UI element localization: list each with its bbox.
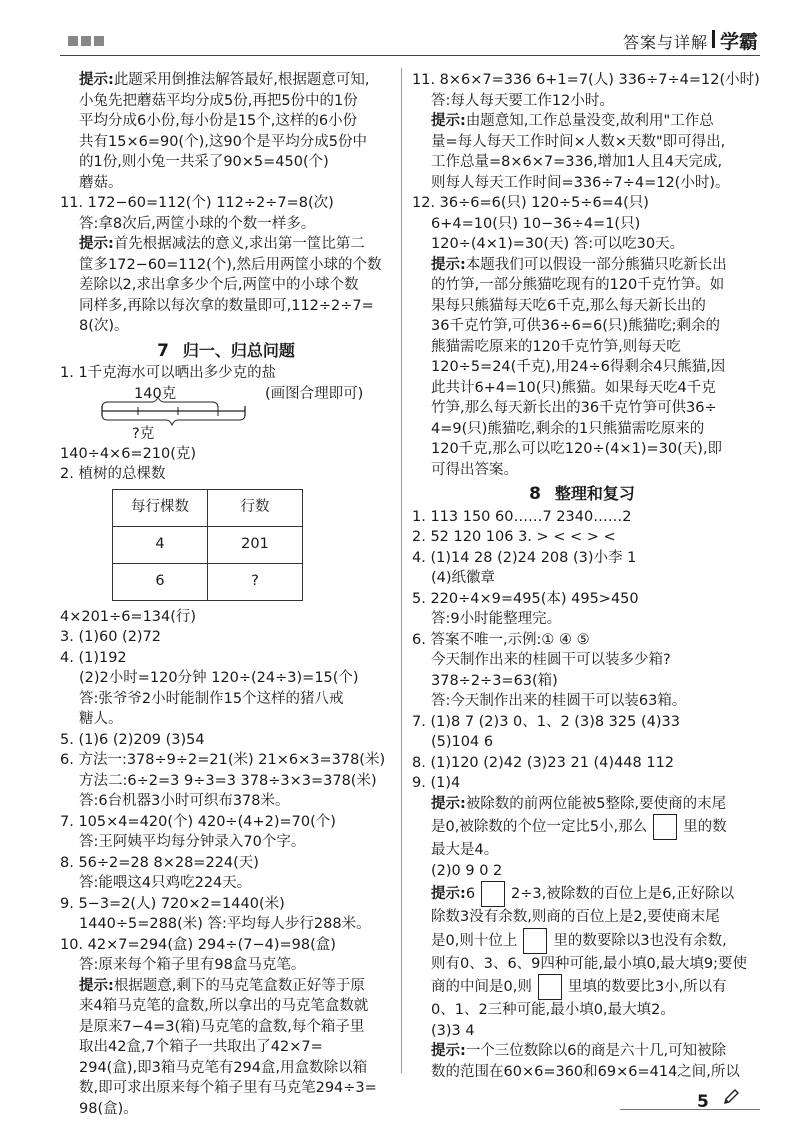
section-name: 整理和复习 bbox=[554, 484, 635, 503]
answer-line: 答:王阿姨平均每分钟录入70个字。 bbox=[79, 834, 306, 850]
header-rule bbox=[60, 55, 760, 56]
section-name: 归一、归总问题 bbox=[182, 340, 295, 360]
answer-line: (2)2小时=120分钟 120÷(24÷3)=15(个) bbox=[79, 670, 359, 686]
answer-line: 4×201÷6=134(行) bbox=[60, 608, 197, 625]
answer-line: 120÷(4×1)=30(天) 答:可以吃30天。 bbox=[431, 236, 685, 252]
review-2: 2. 52 120 106 3. > < < > < bbox=[412, 529, 616, 545]
answer-1: 1. 1千克海水可以晒出多少克的盐 bbox=[60, 365, 277, 381]
answer-line: 答:张爷爷2小时能制作15个这样的猪八戒 bbox=[79, 690, 344, 707]
answer-12: 12. 36÷6=6(只) 120÷5÷6=4(只) bbox=[412, 195, 649, 211]
hint-label: 提示: bbox=[79, 236, 114, 252]
text-line: 果每只熊猫每天吃6千克,那么每天新长出的 bbox=[431, 297, 706, 314]
page-number: 5 bbox=[697, 1092, 709, 1112]
diagram-note: (画图合理即可) bbox=[265, 385, 364, 402]
text-line: 最大是4。 bbox=[431, 842, 499, 858]
blank-box bbox=[538, 974, 562, 1000]
text-line: 0、1、2三种可能,最小填0,最大填2。 bbox=[431, 1002, 675, 1018]
text-line: 共有15×6=90(个),这90个是平均分成5份中 bbox=[79, 133, 368, 150]
text-line: 由题意知,工作总量没变,故利用"工作总 bbox=[465, 113, 714, 129]
hint-label: 提示: bbox=[431, 886, 466, 902]
answer-10: 10. 42×7=294(盒) 294÷(7−4)=98(盒) bbox=[60, 936, 336, 953]
section-number: 8 bbox=[529, 484, 541, 504]
text-line: 2÷3,被除数的百位上是6,正好除以 bbox=[511, 886, 735, 902]
text-line: 小兔先把蘑菇平均分成5份,再把5份中的1份 bbox=[79, 92, 358, 109]
answer-line: 方法二:6÷2=3 9÷3=3 378÷3×3=378(米) bbox=[79, 772, 377, 789]
table-row bbox=[113, 526, 303, 563]
hint-block bbox=[412, 255, 752, 481]
answer-3: 3. (1)60 (2)72 bbox=[60, 629, 162, 645]
answer-6: 6. 方法一:378÷9÷2=21(米) 21×6×3=378(米) bbox=[60, 752, 386, 768]
text-line: 此题采用倒推法解答最好,根据题意可知, bbox=[113, 72, 370, 88]
text-line: 8(次)。 bbox=[79, 318, 129, 334]
section-title-8 bbox=[412, 484, 752, 505]
review-4: 4. (1)14 28 (2)24 208 (3)小李 1 bbox=[412, 549, 637, 566]
hint-label: 提示: bbox=[431, 1043, 466, 1059]
text-line: 36千克竹笋,可供36÷6=6(只)熊猫吃;剩余的 bbox=[431, 318, 720, 334]
text-line: 6 bbox=[465, 886, 476, 902]
header-title: 答案与详解 bbox=[622, 33, 708, 52]
hint-block bbox=[412, 1041, 752, 1082]
hint-label: 提示: bbox=[79, 977, 114, 994]
answer-7: 7. 105×4=420(个) 420÷(4+2)=70(个) bbox=[60, 813, 336, 830]
hint-label: 提示: bbox=[431, 256, 466, 273]
review-1: 1. 113 150 60……7 2340……2 bbox=[412, 508, 632, 525]
hint-label: 提示: bbox=[431, 795, 466, 812]
text-line: 本题我们可以假设一部分熊猫只吃新长出 bbox=[465, 256, 727, 273]
answer-line: 答:原来每个箱子里有98盒马克笔。 bbox=[79, 957, 306, 973]
text-line: 98(盒)。 bbox=[79, 1100, 138, 1117]
text-line: 除数3没有余数,则商的百位上是2,要使商末尾 bbox=[431, 909, 720, 925]
diagram-bottom-label: ?克 bbox=[132, 425, 155, 442]
diagram-top-label: 140克 bbox=[134, 385, 177, 402]
answer-line: (3)3 4 bbox=[431, 1022, 475, 1039]
text-line: 的1份,则小兔一共采了90×5=450(个) bbox=[79, 154, 329, 170]
text-line: 里填的数要比3小,所以有 bbox=[567, 979, 727, 995]
square-icon bbox=[81, 36, 91, 46]
square-icon bbox=[94, 36, 104, 46]
text-line: 平均分成6小份,每小份是15个,这样的6小份 bbox=[79, 113, 358, 129]
answer-line: 答:今天制作出来的桂圆干可以装63箱。 bbox=[431, 693, 687, 709]
text-line: 可得出答案。 bbox=[431, 461, 518, 478]
text-line: 4=9(只)熊猫吃,剩余的1只熊猫需吃原来的 bbox=[431, 420, 705, 437]
top-brace bbox=[102, 397, 218, 408]
text-line: 量=每人每天工作时间×人数×天数"即可得出, bbox=[431, 133, 726, 150]
text-line: 竹笋,那么每天新长出的36千克竹笋可供36÷ bbox=[431, 400, 717, 416]
text-line: 首先根据减法的意义,求出第一筐比第二 bbox=[113, 236, 365, 252]
text-line: 是0,则十位上 bbox=[431, 932, 518, 949]
answer-line: 378÷2÷3=63(箱) bbox=[431, 672, 558, 689]
section-number: 7 bbox=[157, 340, 169, 361]
review-7: 7. (1)8 7 (2)3 0、1、2 (3)8 325 (4)33 bbox=[412, 713, 680, 730]
text-line: 的竹笋,一部分熊猫吃现有的120千克竹笋。如 bbox=[431, 277, 725, 293]
right-column bbox=[412, 70, 760, 1082]
text-line: 工作总量=8×6×7=336,增加1人且4天完成, bbox=[431, 154, 723, 170]
answer-line: 糖人。 bbox=[79, 711, 123, 727]
table-header-row bbox=[113, 489, 303, 526]
blank-box bbox=[653, 814, 677, 840]
answer-4: 4. (1)192 bbox=[60, 649, 127, 666]
table-cell: 6 bbox=[113, 563, 208, 600]
answer-line: 6+4=10(只) 10−36÷4=1(只) bbox=[431, 215, 641, 232]
table-header: 每行棵数 bbox=[113, 489, 208, 526]
answer-2: 2. 植树的总棵数 bbox=[60, 466, 166, 482]
segment-diagram bbox=[60, 384, 260, 440]
hint-label: 提示: bbox=[431, 113, 466, 129]
blank-box bbox=[523, 928, 547, 954]
answer-11: 11. 172−60=112(个) 112÷2÷7=8(次) bbox=[60, 195, 334, 211]
review-9: 9. (1)4 bbox=[412, 775, 461, 791]
review-6: 6. 答案不唯一,示例:① ④ ⑤ bbox=[412, 631, 590, 648]
table-header: 行数 bbox=[208, 489, 303, 526]
table-cell: 4 bbox=[113, 526, 208, 563]
hint-block bbox=[60, 976, 392, 1120]
page-header bbox=[0, 0, 800, 60]
text-line: 里的数 bbox=[683, 819, 727, 835]
answer-line: (5)104 6 bbox=[431, 734, 494, 750]
text-line: 则每人每天工作时间=336÷7÷4=12(小时)。 bbox=[431, 174, 730, 191]
text-line: 被除数的前两位能被5整除,要使商的末尾 bbox=[465, 795, 727, 812]
text-line: 此共计6+4=10(只)熊猫。如果每天吃4千克 bbox=[431, 379, 716, 396]
blank-box bbox=[481, 881, 505, 907]
table-cell: 201 bbox=[208, 526, 303, 563]
answer-9: 9. 5−3=2(人) 720×2=1440(米) bbox=[60, 895, 285, 912]
answer-line: 答:拿8次后,两筐小球的个数一样多。 bbox=[79, 215, 316, 232]
hint-label: 提示: bbox=[79, 72, 114, 88]
hint-block bbox=[412, 111, 752, 193]
text-line: 数,即可求出原来每个箱子里有马克笔294÷3= bbox=[79, 1080, 377, 1096]
review-8: 8. (1)120 (2)42 (3)23 21 (4)448 112 bbox=[412, 754, 675, 771]
text-line: 差除以2,求出拿多少个后,两筐中的小球个数 bbox=[79, 277, 359, 293]
hint-block bbox=[60, 70, 392, 193]
text-line: 蘑菇。 bbox=[79, 174, 123, 191]
column-divider bbox=[401, 68, 402, 1073]
text-line: 120÷5=24(千克),用24÷6得剩余4只熊猫,因 bbox=[431, 359, 726, 375]
answer-line: 答:6台机器3小时可织布378米。 bbox=[79, 793, 290, 809]
text-line: 取出42盒,7个箱子一共取出了42×7= bbox=[79, 1039, 323, 1055]
line-diagram bbox=[60, 384, 392, 440]
footer-rule bbox=[620, 1109, 760, 1110]
answer-8: 8. 56÷2=28 8×28=224(天) bbox=[60, 854, 259, 871]
answer-5: 5. (1)6 (2)209 (3)54 bbox=[60, 731, 205, 748]
brand-logo: 学霸 bbox=[720, 27, 758, 54]
table-cell: ? bbox=[208, 563, 303, 600]
text-line: 筐多172−60=112(个),然后用两筐小球的个数 bbox=[79, 256, 382, 273]
text-line: 则有0、3、6、9四种可能,最小填0,最大填9;要使 bbox=[431, 955, 747, 972]
text-line: 是原来7−4=3(箱)马克笔的盒数,每个箱子里 bbox=[79, 1018, 365, 1035]
text-line: 同样多,再除以每次拿的数量即可,112÷2÷7= bbox=[79, 297, 374, 314]
left-column bbox=[60, 70, 392, 1119]
text-line: 商的中间是0,则 bbox=[431, 979, 532, 995]
text-line: 120千克,那么可以吃120÷(4×1)=30(天),即 bbox=[431, 441, 723, 457]
answer-line: 1440÷5=288(米) 答:平均每人步行288米。 bbox=[79, 916, 371, 932]
header-decoration bbox=[68, 36, 104, 46]
section-title-7 bbox=[60, 341, 392, 362]
text-line: 里的数要除以3也没有余数, bbox=[553, 932, 727, 949]
table-row bbox=[113, 563, 303, 600]
trees-table bbox=[112, 489, 303, 601]
bottom-brace bbox=[102, 415, 245, 425]
answer-line: 140÷4×6=210(克) bbox=[60, 445, 197, 462]
answer-11: 11. 8×6×7=336 6+1=7(人) 336÷7÷4=12(小时) bbox=[412, 72, 760, 88]
answer-line: 答:每人每天要工作12小时。 bbox=[431, 92, 614, 109]
review-5: 5. 220÷4×9=495(本) 495>450 bbox=[412, 590, 639, 607]
text-line: 是0,被除数的个位一定比5小,那么 bbox=[431, 819, 648, 835]
answer-line: 答:能喂这4只鸡吃224天。 bbox=[79, 875, 252, 891]
answer-line: 今天制作出来的桂圆干可以装多少箱? bbox=[431, 652, 671, 668]
hint-block bbox=[412, 794, 752, 861]
pencil-icon bbox=[722, 1088, 740, 1106]
answer-line: (4)纸徽章 bbox=[431, 570, 496, 586]
text-line: 根据题意,剩下的马克笔盒数正好等于原 bbox=[113, 977, 365, 994]
hint-block bbox=[60, 234, 392, 337]
text-line: 一个三位数除以6的商是六十几,可知被除 bbox=[465, 1043, 727, 1059]
hint-block bbox=[412, 881, 752, 1021]
text-line: 熊猫需吃原来的120千克竹笋,则每天吃 bbox=[431, 338, 681, 355]
answer-line: (2)0 9 0 2 bbox=[431, 862, 503, 879]
square-icon bbox=[68, 36, 78, 46]
answer-line: 答:9小时能整理完。 bbox=[431, 611, 562, 627]
text-line: 数的范围在60×6=360和69×6=414之间,所以 bbox=[431, 1063, 740, 1080]
text-line: 294(盒),即3箱马克笔有294盒,用盒数除以箱 bbox=[79, 1059, 368, 1076]
text-line: 来4箱马克笔的盒数,所以拿出的马克笔盒数就 bbox=[79, 998, 369, 1014]
